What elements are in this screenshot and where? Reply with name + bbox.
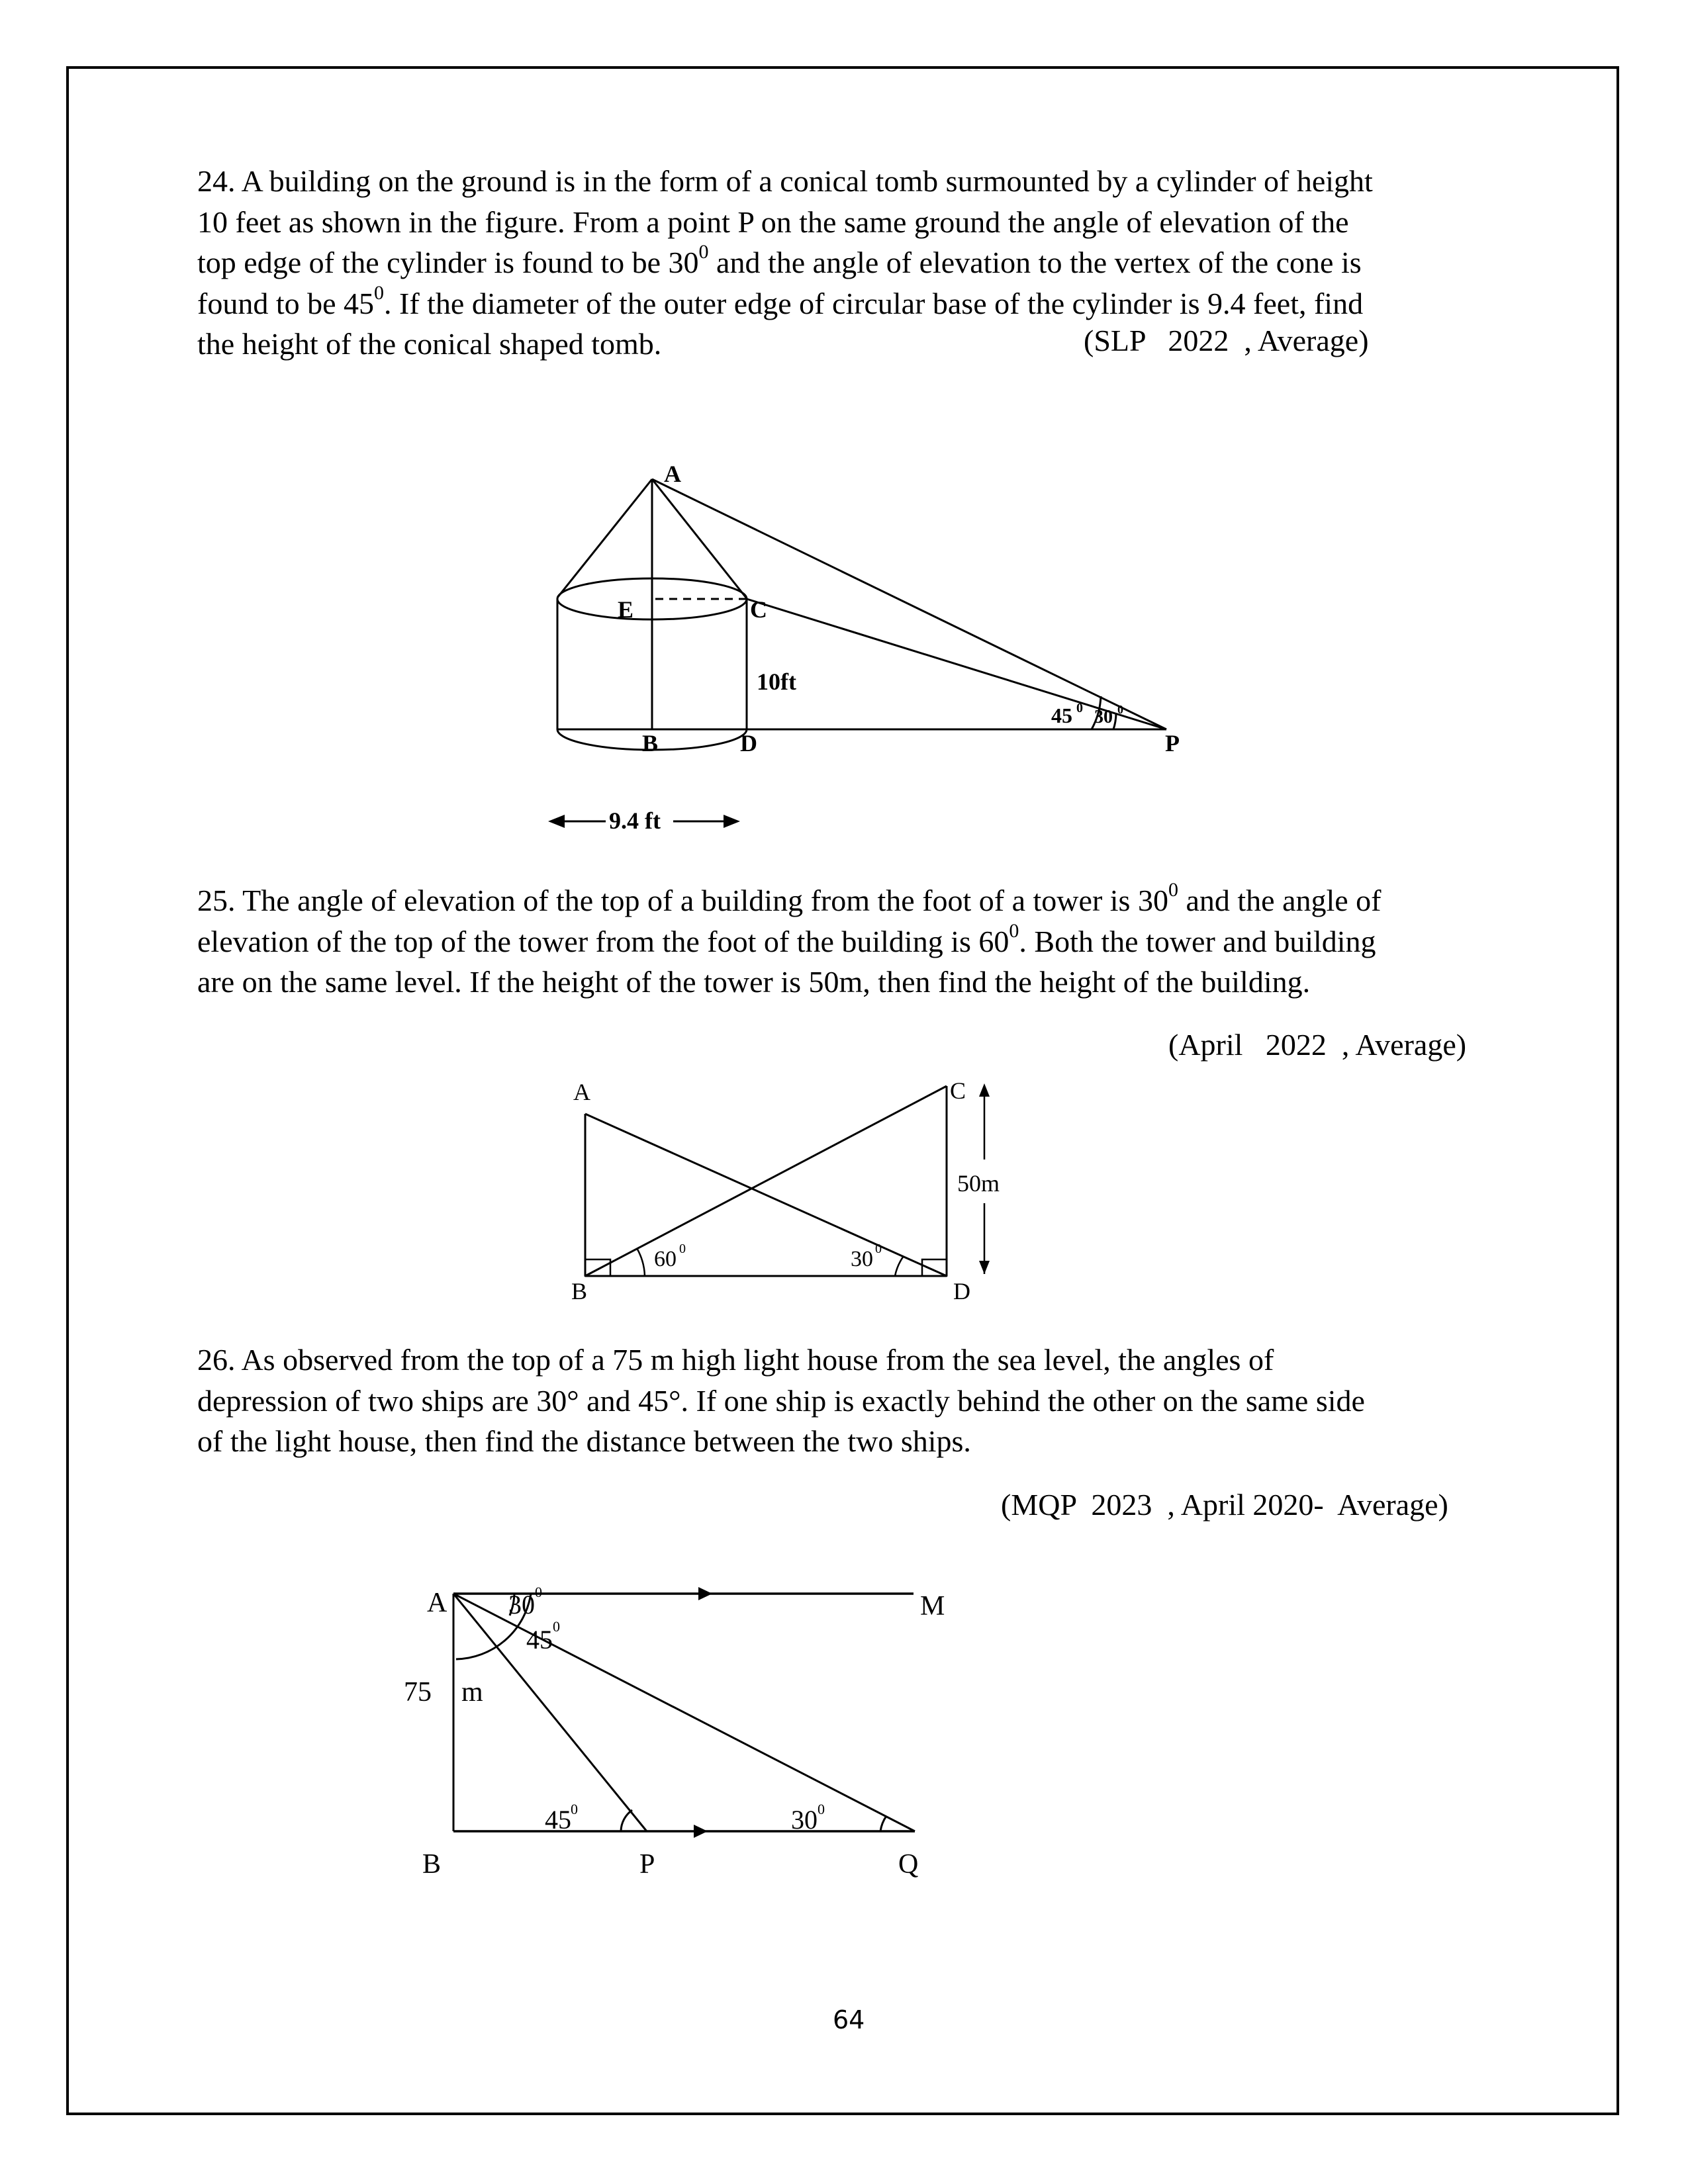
angle-label-45-top: 45 [526,1625,553,1655]
angle-label-30-top-degree: 0 [535,1584,542,1600]
degree-superscript: 0 [698,241,709,263]
question-text-line: top edge of the cylinder is found to be $30^0$ and the angle of elevation to the vertex of the cone is [197,241,1362,279]
label-A: A [427,1588,447,1618]
angle-label-30-top: 30 [508,1590,535,1619]
label-D: D [740,730,757,756]
label-D: D [953,1278,970,1304]
question-25-source: (April 2022 , Average) [1168,1028,1467,1062]
question-text-line: of the light house, then find the distance between the two ships. [197,1424,971,1458]
degree-superscript: 0 [1168,879,1178,901]
angle-label-30-degree: 0 [1117,703,1123,716]
question-text-line: 25. The angle of elevation of the top of a building from the foot of a tower is $30^0$ and the angle of [197,879,1382,917]
angle-label-30-Q-degree: 0 [818,1801,825,1817]
question-text-line: elevation of the top of the tower from the foot of the building is $60^0$. Both the tower and building [197,919,1376,958]
angle-label-45-top-degree: 0 [553,1618,560,1635]
angle-label-45: 45 [1051,704,1072,727]
label-50m: 50m [957,1170,1000,1197]
page-number: 64 [833,2005,865,2034]
angle-label-45-P-degree: 0 [571,1801,578,1817]
label-A: A [664,461,681,487]
line-AQ [453,1594,915,1831]
angle-arc-30-Q [880,1816,886,1831]
degree-superscript: 0 [374,281,385,304]
label-B: B [642,730,659,756]
question-text-line: 24. A building on the ground is in the form of a conical tomb surmounted by a cylinder of height [197,164,1373,198]
degree-superscript: 0 [1009,919,1019,942]
angle-label-60: 60 [654,1247,677,1271]
question-text-line: 10 feet as shown in the figure. From a point P on the same ground the angle of elevation of the [197,205,1349,239]
question-26-source: (MQP 2023 , April 2020- Average) [1001,1488,1448,1522]
label-E: E [618,596,634,623]
angle-arc-45-P [621,1810,632,1831]
question-24-source: (SLP 2022 , Average) [1084,324,1369,357]
label-9.4ft: 9.4 ft [609,807,661,834]
label-m: m [461,1677,483,1707]
angle-label-30: 30 [851,1247,873,1271]
label-C: C [750,596,767,623]
label-M: M [920,1591,945,1621]
label-A: A [573,1079,590,1105]
label-75: 75 [404,1677,432,1707]
question-text-line: are on the same level. If the height of the tower is 50m, then find the height of the building. [197,965,1311,999]
label-P: P [639,1849,655,1880]
question-text-line: the height of the conical shaped tomb. [197,327,662,361]
label-B: B [422,1849,442,1880]
question-text-line: found to be $45^0$. If the diameter of the outer edge of circular base of the cylinder is 9.4 feet, find [197,281,1364,320]
angle-label-45-degree: 0 [1076,701,1083,715]
label-Q: Q [898,1849,919,1880]
angle-label-30-Q: 30 [791,1805,818,1835]
question-text-line: depression of two ships are 30° and 45°. If one ship is exactly behind the other on the same side [197,1383,1365,1418]
angle-label-60-degree: 0 [679,1242,686,1256]
question-text-line: 26. As observed from the top of a 75 m high light house from the sea level, the angles of [197,1343,1274,1377]
label-10ft: 10ft [757,668,796,695]
angle-label-30: 30 [1094,707,1113,727]
arrowhead-BQ [694,1825,708,1838]
label-B: B [571,1278,588,1304]
arrowhead-AM [698,1587,712,1600]
angle-label-45-P: 45 [545,1805,571,1835]
angle-label-30-degree: 0 [875,1242,882,1256]
label-C: C [950,1077,966,1104]
label-P: P [1165,730,1180,756]
